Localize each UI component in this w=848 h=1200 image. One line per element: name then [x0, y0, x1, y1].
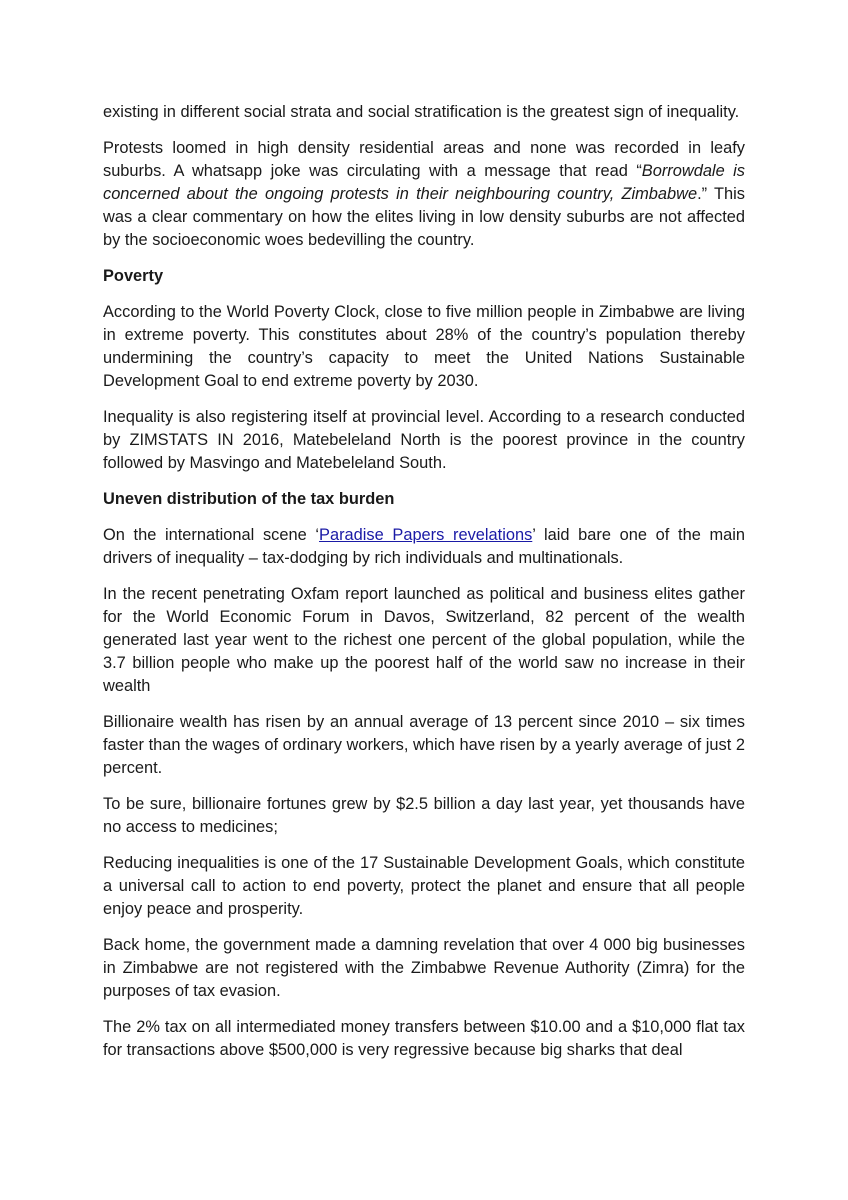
- paragraph-oxfam-report: In the recent penetrating Oxfam report launched as political and business elites gather for the World Economic Forum in Davos, Switzerland, 82 percent of the wealth generated last year went to the richest one percent of the global population, while the 3.7 billion people who make up the poorest half of the world saw no increase in their wealth: [103, 585, 745, 695]
- paradise-text-start: On the international scene ‘: [103, 526, 320, 544]
- paragraph-sdg-inequalities: Reducing inequalities is one of the 17 Sustainable Development Goals, which constitute a universal call to action to end poverty, protect the planet and ensure that all people enjoy peace and prosperity.: [103, 854, 745, 918]
- protests-text-start: Protests loomed in high density residential areas and none was recorded in leafy suburbs. A whatsapp joke was circulating with a message that read “: [103, 139, 745, 180]
- heading-tax-burden: Uneven distribution of the tax burden: [103, 490, 395, 508]
- paragraph-social-strata: existing in different social strata and social stratification is the greatest sign of inequality.: [103, 103, 740, 121]
- heading-poverty: Poverty: [103, 267, 164, 285]
- paradise-papers-link[interactable]: Paradise Papers revelations: [319, 526, 533, 544]
- paragraph-world-poverty-clock: According to the World Poverty Clock, close to five million people in Zimbabwe are living in extreme poverty. This constitutes about 28% of the country’s population thereby undermining the country’s capacity to meet the United Nations Sustainable Development Goal to end extreme poverty by 2030.: [103, 303, 745, 390]
- document-page: [103, 101, 745, 1075]
- whatsapp-joke-quote: Borrowdale is concerned about the ongoing protests in their neighbouring country, Zimbabwe: [103, 162, 746, 203]
- paragraph-zimra-revelation: Back home, the government made a damning revelation that over 4 000 big businesses in Zimbabwe are not registered with the Zimbabwe Revenue Authority (Zimra) for the purposes of tax evasion.: [103, 936, 745, 1000]
- paragraph-paradise-papers: [103, 524, 745, 570]
- paradise-text-end: ’ laid bare one of the main drivers of inequality – tax-dodging by rich individuals and multinationals.: [103, 526, 746, 567]
- paragraph-provincial-inequality: Inequality is also registering itself at provincial level. According to a research conducted by ZIMSTATS IN 2016, Matebeleland North is the poorest province in the country followed by Masvingo and Matebeleland South.: [103, 408, 745, 472]
- paragraph-billionaire-fortunes: To be sure, billionaire fortunes grew by $2.5 billion a day last year, yet thousands have no access to medicines;: [103, 795, 745, 836]
- paragraph-transfer-tax: The 2% tax on all intermediated money transfers between $10.00 and a $10,000 flat tax for transactions above $500,000 is very regressive because big sharks that deal: [103, 1018, 745, 1059]
- protests-text-end: .” This was a clear commentary on how the elites living in low density suburbs are not affected by the socioeconomic woes bedevilling the country.: [103, 185, 745, 249]
- paragraph-protests: [103, 137, 745, 252]
- paragraph-billionaire-wealth: Billionaire wealth has risen by an annual average of 13 percent since 2010 – six times faster than the wages of ordinary workers, which have risen by a yearly average of just 2 percent.: [103, 713, 745, 777]
